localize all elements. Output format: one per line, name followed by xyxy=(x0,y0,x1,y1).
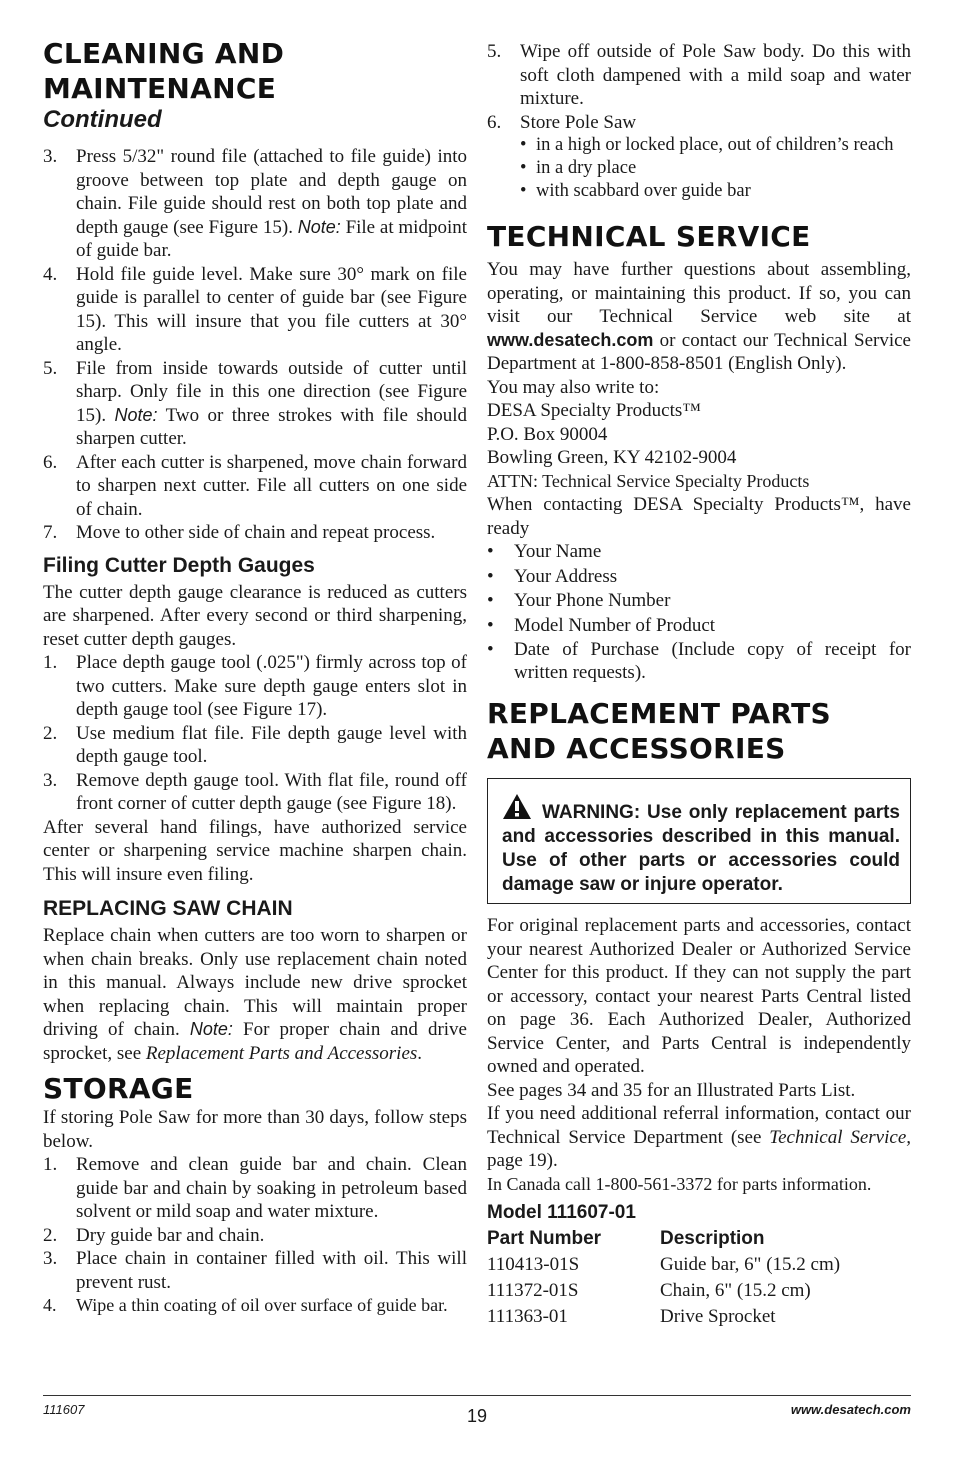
contact-intro: When contacting DESA Specialty Products™, have ready xyxy=(487,494,911,539)
list-item: 7. Move to other side of chain and repeat process. xyxy=(43,522,436,543)
storage-steps xyxy=(43,1153,467,1318)
write-to: You may also write to: xyxy=(487,376,660,398)
replacing-paragraph: Replace chain when cutters are too worn to sharpen or when chain breaks. Only use replacement chain noted in this manual. Always include new drive sprocket when replacing chain. This will maintain proper driving of chain. Note: For proper chain and drive sprocket, see Replacement Parts and Accessories. xyxy=(43,925,467,1064)
list-item: • Your Name xyxy=(487,541,602,562)
footer-website[interactable]: www.desatech.com xyxy=(790,1402,911,1417)
parts-table xyxy=(487,1226,911,1330)
footer-divider xyxy=(43,1395,911,1396)
right-column xyxy=(487,40,911,1330)
address-block: DESA Specialty Products™ P.O. Box 90004 Bowling Green, KY 42102-9004 ATTN: Technical Service Specialty Products xyxy=(487,400,810,491)
replacing-heading: REPLACING SAW CHAIN xyxy=(43,897,293,920)
model-number: Model 111607-01 xyxy=(487,1202,636,1223)
warning-box xyxy=(487,778,911,904)
parts-paragraph-1: For original replacement parts and accessories, contact your nearest Authorized Dealer or Authorized Service Center for this product. If they can not supply the part or accessory, contact your nearest Parts Central listed on page 36. Each Authorized Dealer, Authorized Service Center, and Parts Central is independently owned and operated. xyxy=(487,915,911,1077)
parts-paragraph-4: In Canada call 1-800-561-3372 for parts information. xyxy=(487,1173,872,1194)
list-item: • in a dry place xyxy=(520,158,637,178)
section-title-replacement: REPLACEMENT PARTS AND ACCESSORIES xyxy=(487,697,831,765)
filing-intro: The cutter depth gauge clearance is reduced as cutters are sharpened. After every second or third sharpening, reset cutter depth gauges. xyxy=(43,581,467,650)
list-item: 2. Use medium flat file. File depth gauge level with depth gauge tool. xyxy=(43,722,467,767)
section-title-technical: TECHNICAL SERVICE xyxy=(487,220,811,253)
contact-bullets xyxy=(487,540,911,684)
left-column xyxy=(43,36,467,1318)
filing-heading: Filing Cutter Depth Gauges xyxy=(43,553,315,577)
table-cell: 111372-01S xyxy=(487,1280,579,1301)
table-header: Part Number xyxy=(487,1228,602,1249)
list-item: • with scabbard over guide bar xyxy=(520,181,751,201)
continued-label: Continued xyxy=(43,106,162,133)
table-cell: Chain, 6" (15.2 cm) xyxy=(660,1280,811,1301)
list-item: 3. Remove depth gauge tool. With flat file, round off front corner of cutter depth gauge (see Figure 18). xyxy=(43,769,467,814)
list-item: 5. File from inside towards outside of cutter until sharp. Only file in this one direction (see Figure 15). Note: Two or three strokes with file should sharpen cutter. xyxy=(43,357,467,449)
list-item: • Your Phone Number xyxy=(487,590,671,611)
page-number: 19 xyxy=(466,1406,488,1426)
list-item: 2. Dry guide bar and chain. xyxy=(43,1224,265,1246)
list-item: 1. Place depth gauge tool (.025") firmly across top of two cutters. Make sure depth gauge enters slot in depth gauge tool (see Figure 17). xyxy=(43,652,467,720)
storage-steps-continued xyxy=(487,40,911,134)
list-item: 1. Remove and clean guide bar and chain. Clean guide bar and chain by soaking in petroleum based solvent or mild soap and water mixture. xyxy=(43,1154,467,1222)
table-cell: Guide bar, 6" (15.2 cm) xyxy=(660,1254,841,1275)
list-item: • Date of Purchase (Include copy of receipt for written requests). xyxy=(487,639,911,683)
footer-doc-number: 111607 xyxy=(43,1402,85,1417)
list-item: • in a high or locked place, out of children’s reach xyxy=(520,135,894,155)
list-item: • Model Number of Product xyxy=(487,614,716,636)
warning-text: WARNING: Use only replacement parts and accessories described in this manual. Use of other parts or accessories could damage saw or injure operator. xyxy=(502,802,900,895)
website-link[interactable]: www.desatech.com xyxy=(487,329,654,350)
cleaning-steps xyxy=(43,145,467,545)
tech-paragraph: You may have further questions about assembling, operating, or maintaining this product. If so, you can visit our Technical Service web site at www.desatech.com or contact our Technical Service Department at 1-800-858-8501 (English Only). xyxy=(487,259,911,374)
table-cell: 110413-01S xyxy=(487,1254,580,1275)
section-title-cleaning: CLEANING AND MAINTENANCE xyxy=(43,37,285,105)
section-title-storage: STORAGE xyxy=(43,1072,194,1105)
storage-intro: If storing Pole Saw for more than 30 days, follow steps below. xyxy=(43,1107,467,1152)
table-cell: Drive Sprocket xyxy=(660,1306,776,1327)
parts-paragraph-2: See pages 34 and 35 for an Illustrated Parts List. xyxy=(487,1079,856,1101)
list-item: 3. Press 5/32" round file (attached to file guide) into groove between top plate and depth gauge on chain. File guide should rest on both top plate and depth gauge (see Figure 15). Note: File at midpoint of guide bar. xyxy=(43,146,468,261)
table-header: Description xyxy=(660,1228,765,1249)
filing-after: After several hand filings, have authorized service center or sharpening service machine sharpen chain. This will insure even filing. xyxy=(43,816,467,885)
list-item: 3. Place chain in container filled with oil. This will prevent rust. xyxy=(43,1248,467,1293)
list-item: 4. Wipe a thin coating of oil over surface of guide bar. xyxy=(43,1295,448,1315)
filing-steps xyxy=(43,651,467,816)
table-cell: 111363-01 xyxy=(487,1306,568,1327)
list-item: 4. Hold file guide level. Make sure 30° mark on file guide is parallel to center of guide bar (see Figure 15). This will insure that you file cutters at 30° angle. xyxy=(43,263,467,355)
store-bullets xyxy=(487,134,911,203)
list-item: • Your Address xyxy=(487,565,618,587)
list-item: 6. After each cutter is sharpened, move chain forward to sharpen next cutter. File all cutters on one side of chain. xyxy=(43,451,467,520)
parts-paragraph-3: If you need additional referral information, contact our Technical Service Department (see Technical Service, page 19). xyxy=(487,1103,911,1171)
list-item: 5. Wipe off outside of Pole Saw body. Do this with soft cloth dampened with a mild soap and water mixture. xyxy=(487,41,911,109)
list-item: 6. Store Pole Saw xyxy=(487,111,637,133)
warning-icon xyxy=(502,793,532,820)
